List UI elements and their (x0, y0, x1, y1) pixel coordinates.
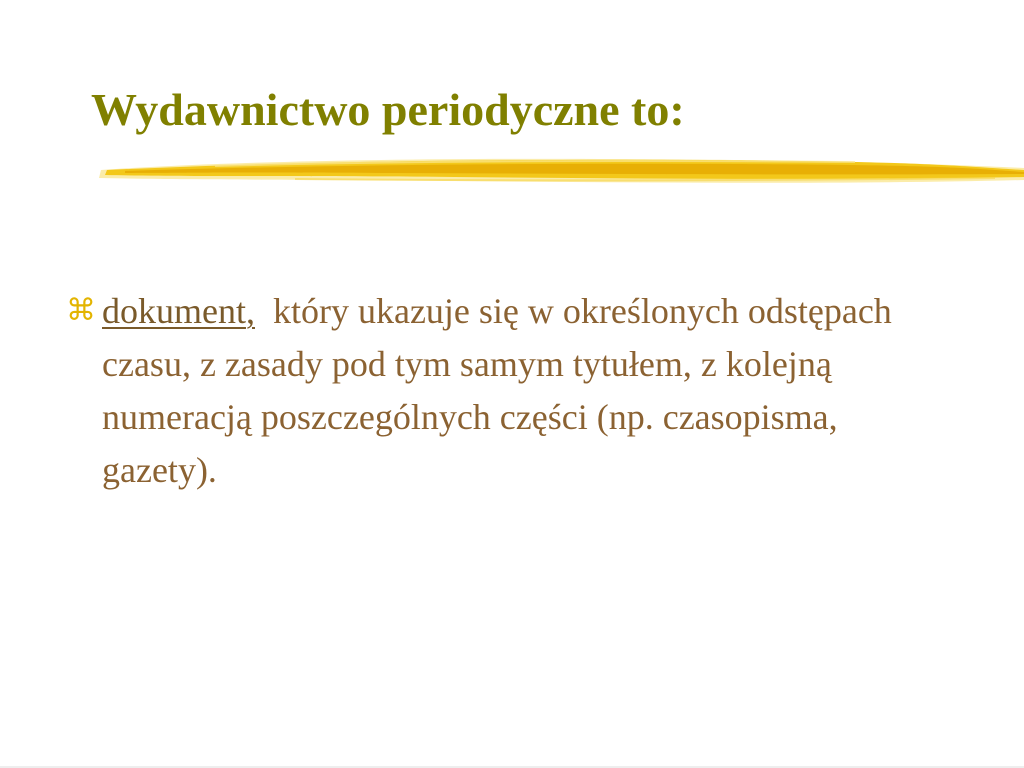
place-of-interest-sign-icon: ⌘ (66, 293, 96, 328)
bullet-item (66, 284, 916, 497)
slide-title: Wydawnictwo periodyczne to: (91, 84, 685, 135)
term-link-punct: , (245, 291, 255, 331)
bullet-text: który ukazuje się w określonych odstępach czasu, z zasady pod tym samym tytułem, z kolejną numeracją poszczególnych części (np. czasopisma, gazety). (102, 291, 901, 490)
title-underline-brush-stroke (95, 146, 1024, 192)
term-link-text: dokument (102, 291, 246, 331)
bullet-list (66, 284, 916, 497)
term-link-dokument[interactable] (102, 291, 255, 331)
